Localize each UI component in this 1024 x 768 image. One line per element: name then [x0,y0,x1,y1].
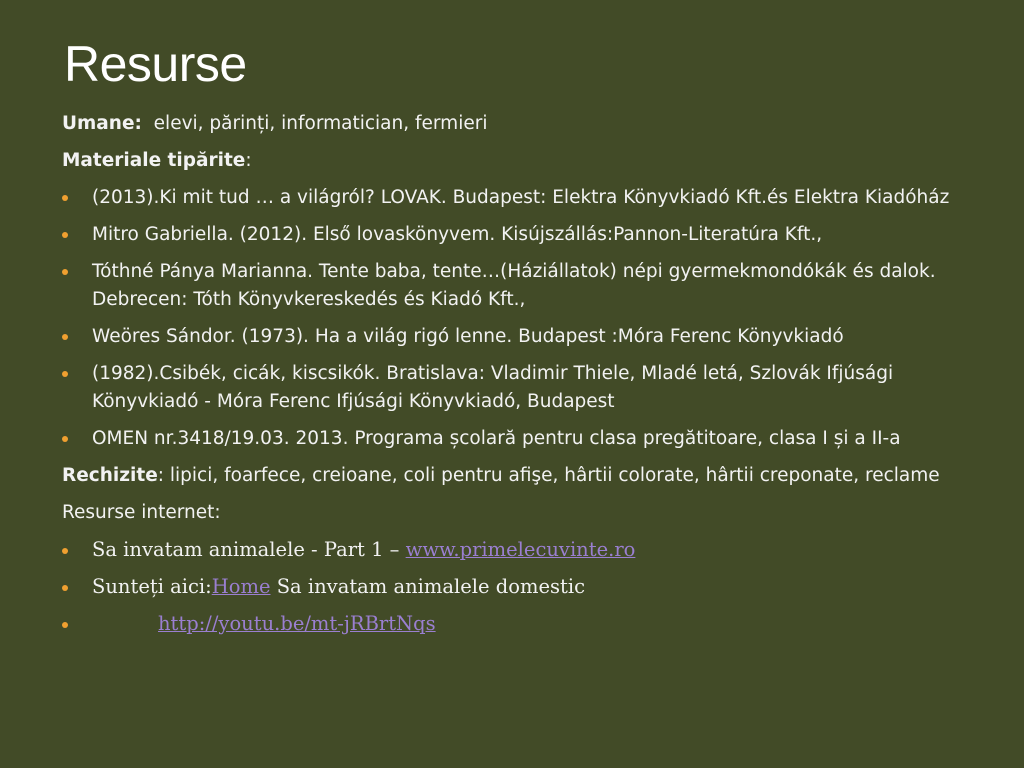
list-item-text: Weöres Sándor. (1973). Ha a világ rigó lenne. Budapest :Móra Ferenc Könyvkiadó [92,326,844,347]
internet-item-text: Sa invatam animalele - Part 1 – [92,538,406,561]
youtube-link[interactable]: http://youtu.be/mt-jRBrtNqs [158,612,436,635]
slide-content [62,110,962,647]
umane-label: Umane: [62,113,142,134]
bullet-icon [62,371,68,377]
bullet-icon [62,436,68,442]
list-item [62,536,962,564]
bullet-icon [62,232,68,238]
internet-item-after: Sa invatam animalele domestic [270,575,586,598]
materiale-line [62,147,962,175]
list-item [62,425,962,453]
bullet-icon [62,622,68,628]
list-item [62,184,962,212]
rechizite-label: Rechizite [62,465,158,486]
rechizite-line [62,462,962,490]
list-item-text: (1982).Csibék, cicák, kiscsikók. Bratislava: Vladimir Thiele, Mladé letá, Szlovák Ifjúsági Könyvkiadó - Móra Ferenc Ifjúsági Könyvkiadó, Budapest [92,363,894,412]
list-item [62,610,962,638]
slide-title: Resurse [64,36,247,92]
bullet-icon [62,334,68,340]
internet-item-text: Sunteți aici: [92,575,212,598]
list-item-text: Mitro Gabriella. (2012). Első lovaskönyvem. Kisújszállás:Pannon-Literatúra Kft., [92,224,823,245]
umane-text: elevi, părinți, informatician, fermieri [153,113,488,134]
list-item [62,221,962,249]
bullet-icon [62,269,68,275]
list-item-text: (2013).Ki mit tud … a világról? LOVAK. Budapest: Elektra Könyvkiadó Kft.és Elektra Kiadóház [92,187,950,208]
bullet-icon [62,195,68,201]
materiale-suffix: : [245,150,252,171]
list-item [62,258,962,314]
rechizite-text: : lipici, foarfece, creioane, coli pentru afişe, hârtii colorate, hârtii creponate, reclame [157,465,940,486]
list-item-text: Tóthné Pánya Marianna. Tente baba, tente…(Háziállatok) népi gyermekmondókák és dalok. Debrecen: Tóth Könyvkereskedés és Kiadó Kft., [92,261,936,310]
list-item-text: OMEN nr.3418/19.03. 2013. Programa școlară pentru clasa pregătitoare, clasa I și a II-a [92,428,901,449]
bullet-icon [62,548,68,554]
list-item [62,323,962,351]
materiale-label: Materiale tipărite [62,150,246,171]
list-item [62,360,962,416]
bullet-icon [62,585,68,591]
umane-line [62,110,962,138]
list-item [62,573,962,601]
internet-label: Resurse internet: [62,502,221,523]
primelecuvinte-link[interactable]: www.primelecuvinte.ro [405,538,636,561]
home-link[interactable]: Home [211,575,271,598]
